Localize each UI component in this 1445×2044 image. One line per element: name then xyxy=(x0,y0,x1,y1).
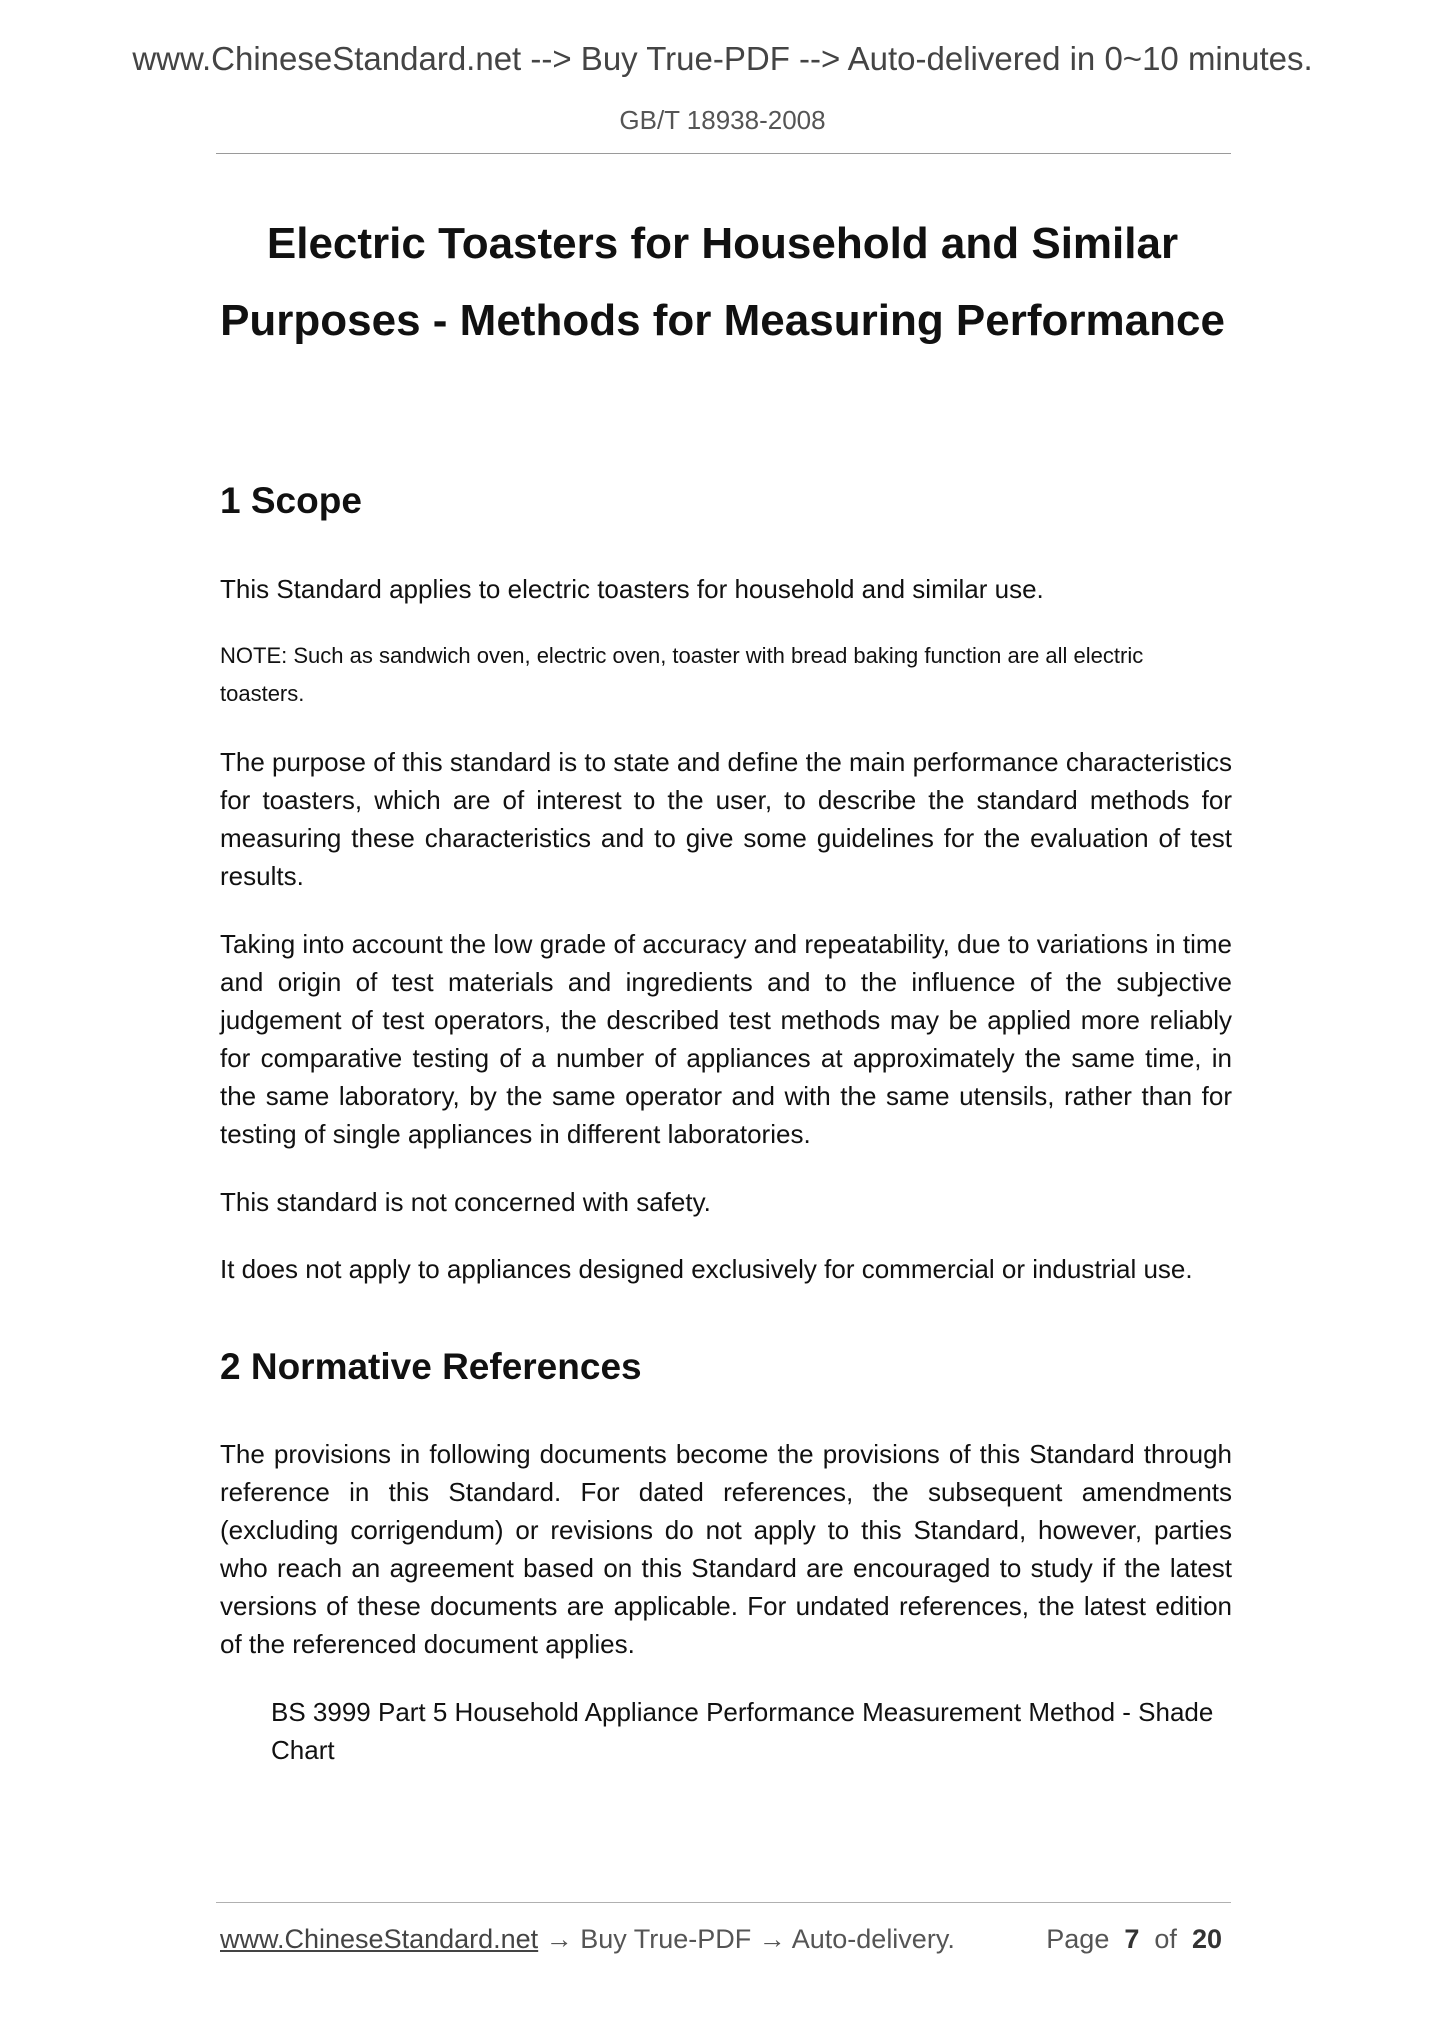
page-footer xyxy=(220,1924,1232,1955)
page-of-label: of xyxy=(1154,1924,1177,1954)
standard-code: GB/T 18938-2008 xyxy=(619,105,826,135)
top-banner: www.ChineseStandard.net --> Buy True-PDF --> Auto-delivered in 0~10 minutes. xyxy=(132,40,1313,77)
title-line-2: Purposes - Methods for Measuring Performance xyxy=(220,296,1225,345)
page-current: 7 xyxy=(1124,1924,1140,1954)
page-number xyxy=(1046,1924,1222,1955)
footer-delivery-text: → Buy True-PDF → Auto-delivery. xyxy=(538,1924,955,1954)
header-divider xyxy=(216,153,1231,154)
page-total: 20 xyxy=(1191,1924,1222,1954)
section-1-para-4: This standard is not concerned with safety. xyxy=(220,1187,711,1217)
footer-divider xyxy=(216,1902,1231,1903)
title-line-1: Electric Toasters for Household and Similar xyxy=(266,219,1179,268)
section-2-para-1: The provisions in following documents become the provisions of this Standard through reference in this Standard. For dated references, the subsequent amendments (excluding corrigendum) or revisions do not apply to this Standard, however, parties who reach an agreement based on this Standard are encouraged to study if the latest versions of these documents are applicable. For undated references, the latest edition of the referenced document applies. xyxy=(220,1439,1232,1659)
section-1-para-3: Taking into account the low grade of accuracy and repeatability, due to variations in time and origin of test materials and ingredients and to the influence of the subjective judgement of test operators, the described test methods may be applied more reliably for comparative testing of a number of appliances at approximately the same time, in the same laboratory, by the same operator and with the same utensils, rather than for testing of single appliances in different laboratories. xyxy=(220,929,1232,1149)
document-title xyxy=(160,205,1285,359)
section-1-heading: 1 Scope xyxy=(220,480,362,521)
section-1-para-5: It does not apply to appliances designed exclusively for commercial or industrial use. xyxy=(220,1254,1193,1284)
section-1-para-1: This Standard applies to electric toasters for household and similar use. xyxy=(220,574,1044,604)
footer-site-link[interactable]: www.ChineseStandard.net xyxy=(220,1924,539,1954)
page-label: Page xyxy=(1046,1924,1110,1954)
section-2-heading: 2 Normative References xyxy=(220,1346,642,1387)
section-1-note: NOTE: Such as sandwich oven, electric oven, toaster with bread baking function are all electric toasters. xyxy=(220,643,1144,706)
reference-item: BS 3999 Part 5 Household Appliance Performance Measurement Method - Shade Chart xyxy=(271,1697,1214,1765)
section-1-para-2: The purpose of this standard is to state and define the main performance characteristics for toasters, which are of interest to the user, to describe the standard methods for measuring these characteristics and to give some guidelines for the evaluation of test results. xyxy=(220,747,1232,891)
